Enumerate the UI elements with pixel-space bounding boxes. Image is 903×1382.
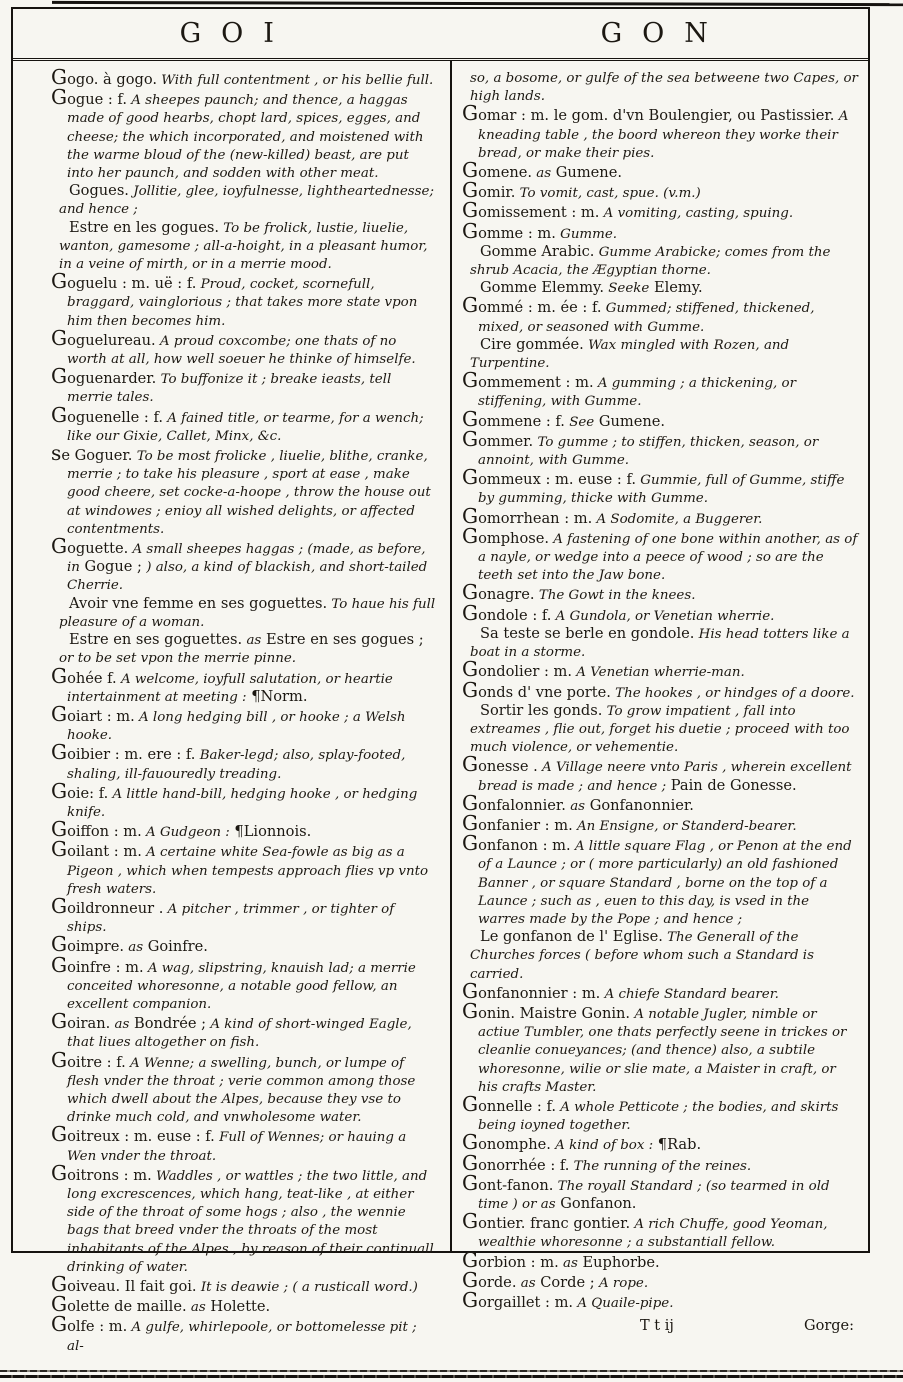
headword-text: Gomorrhean : m. [462, 503, 593, 528]
headword-text: Goiran. [51, 1009, 111, 1034]
dictionary-entry [462, 1267, 858, 1292]
definition-text: as [532, 166, 552, 182]
headword-text: Gogue ; [79, 558, 142, 576]
definition-text: A small sheepes haggas ; (made, as before, in [67, 542, 426, 576]
headword-text: Gumene. [594, 412, 666, 430]
headword-text: Gondole : f. [462, 600, 552, 625]
dictionary-entry [51, 740, 437, 782]
dictionary-entry [51, 441, 437, 538]
headword-text: Estre en ses goguettes. [69, 631, 243, 649]
dictionary-entry [51, 837, 437, 898]
dictionary-entry [462, 752, 858, 794]
dictionary-column-left [51, 65, 437, 1355]
headword-text: Goguenelle : f. [51, 402, 163, 427]
headword-text: Estre en ses gogues ; [261, 631, 424, 649]
dictionary-entry [51, 219, 437, 274]
headword-text: Gumene. [551, 164, 622, 182]
headword-text: Gondolier : m. [462, 657, 573, 682]
column-divider-rule [450, 61, 452, 1251]
definition-text: Waddles , or wattles ; the two little, and long excrescences, which hang, teat-like , at either side of the throat of some hogs ; also , the wennie bags that breed vnder the throats of the most inhabitants of the Alpes , by reason of their continuall drinking of water. [67, 1168, 434, 1275]
definition-text: Jollitie, glee, ioyfulnesse, lightheartednesse; and hence ; [59, 184, 434, 218]
definition-text: The Generall of the Churches forces ( before whom such a Standard is carried. [470, 930, 814, 982]
dictionary-entry [51, 932, 437, 957]
definition-text: A proud coxcombe; one thats of no worth at all, how well soeuer he thinke of himselfe. [67, 333, 416, 368]
definition-text: A Sodomite, a Buggerer. [592, 511, 763, 527]
scan-edge-bottom-line-1 [0, 1370, 903, 1372]
scan-edge-bottom-line-2 [0, 1375, 903, 1378]
headword-text: Gorgaillet : m. [462, 1288, 574, 1312]
definition-text: To be most frolicke , liuelie, blithe, cranke, merrie ; to take his pleasure , sport at ease , make good cheere, set cocke-a-hoope , throw the house out at windowes ; enioy all wished delights, or affected contentments. [67, 449, 431, 537]
headword-text: Goinfre : m. [51, 952, 144, 977]
definition-text: Full of Wennes; or hauing a Wen vnder the throat. [67, 1130, 407, 1164]
dictionary-entry [462, 336, 858, 372]
definition-text: See [564, 414, 595, 430]
headword-text: Goildronneur . [51, 893, 164, 918]
headword-text: ¶Norm. [246, 687, 308, 705]
definition-text: as [110, 1017, 130, 1033]
definition-text: The Gowt in the knees. [534, 588, 696, 604]
headword-text: Gonnelle : f. [462, 1091, 556, 1116]
definition-text: The royall Standard ; (so tearmed in old time ) or as [478, 1178, 830, 1212]
dictionary-entry [462, 178, 858, 203]
running-head-right: GON [600, 18, 728, 49]
definition-text: A pitcher , trimmer , or tighter of ships. [67, 901, 395, 936]
definition-text: A fained title, or tearme, for a wench; like our Gixie, Callet, Minx, &c. [67, 410, 424, 444]
dictionary-entry [51, 65, 437, 89]
headword-text: Gonin. Maistre Gonin. [462, 998, 631, 1023]
headword-text: se Goguer. [51, 441, 133, 466]
definition-text: To haue his full pleasure of a woman. [59, 596, 436, 630]
dictionary-entry [462, 1209, 858, 1251]
definition-text: A whole Petticote ; the bodies, and skirts being ioyned together. [478, 1099, 839, 1134]
headword-text: Goguette. [51, 534, 129, 559]
definition-text: A gumming ; a thickening, or stiffening, with Gumme. [478, 376, 797, 410]
definition-text: A little square Flag , or Penon at the end of a Launce ; or ( more particularly) an old fashioned Banner , or square Standard , borne on the top of a Launce ; such as , euen to this day, is vsed in the warres made by the Pope ; and hence ; [478, 839, 852, 927]
headword-text: Gogue : f. [51, 85, 127, 110]
definition-text: A welcome, ioyfull salutation, or heartie intertainment at meeting : [67, 671, 393, 705]
headword-text: Goitre : f. [51, 1047, 126, 1072]
definition-text: Wax mingled with Rozen, and Turpentine. [470, 337, 790, 372]
headword-text: Gommene : f. [462, 406, 565, 431]
definition-text: as [186, 1300, 206, 1316]
headword-text: Gomissement : m. [462, 198, 600, 223]
headword-text: Goitreux : m. euse : f. [51, 1122, 215, 1147]
definition-text: A Village neere vnto Paris , wherein excellent bread is made ; and hence ; [478, 760, 852, 794]
entry-list-left [51, 65, 437, 1355]
headword-text: Gont-fanon. [462, 1170, 554, 1195]
dictionary-entry [51, 534, 437, 595]
definition-text: A kind of box : [550, 1138, 654, 1154]
definition-text: To be frolick, lustie, liuelie, wanton, gamesome ; all-a-hoight, in a pleasant humor, in a veine of mirth, or in a merrie mood. [59, 220, 428, 273]
running-head-left: GOI [179, 18, 294, 49]
headword-text: Gonfanonnier. [585, 796, 694, 814]
definition-text: A Gudgeon : [141, 825, 230, 841]
dictionary-entry [51, 1009, 437, 1051]
dictionary-entry [51, 1047, 437, 1127]
definition-text: A rich Chuffe, good Yeoman, wealthie whoresonne ; a substantiall fellow. [478, 1217, 828, 1251]
dictionary-entry [51, 1292, 437, 1317]
dictionary-entry [51, 182, 437, 218]
dictionary-entry [51, 1160, 437, 1276]
headword-text: Holette. [205, 1298, 271, 1316]
dictionary-entry [462, 928, 858, 983]
headword-text: Gommeux : m. euse : f. [462, 465, 636, 490]
headword-text: Goibier : m. ere : f. [51, 740, 196, 765]
headword-text: Goguelureau. [51, 325, 156, 350]
definition-text: A vomiting, casting, spuing. [599, 206, 794, 222]
headword-text: Bondrée ; [129, 1015, 207, 1033]
headword-text: Estre en les gogues. [69, 218, 219, 236]
catchword: Gorge: [804, 1318, 854, 1335]
headword-text: Sa teste se berle en gondole. [480, 624, 695, 642]
dictionary-entry [51, 325, 437, 368]
dictionary-entry [462, 702, 858, 757]
definition-text: To gumme ; to stiffen, thicken, season, or annoint, with Gumme. [478, 434, 819, 469]
definition-text: A Gundola, or Venetian wherrie. [551, 608, 775, 624]
dictionary-entry [462, 69, 858, 105]
definition-text: Gummed; stiffened, thickened, mixed, or seasoned with Gumme. [478, 301, 815, 335]
headword-text: Gogo. à gogo. [51, 65, 157, 89]
page-frame [11, 7, 870, 1354]
dictionary-entry [462, 523, 858, 585]
headword-text: Le gonfanon de l' Eglise. [480, 928, 663, 946]
dictionary-entry [51, 631, 437, 667]
definition-text: An Ensigne, or Standerd-bearer. [572, 818, 797, 834]
dictionary-entry [51, 701, 437, 744]
definition-text: A chiefe Standard bearer. [600, 986, 779, 1002]
page-footer-row [462, 1318, 858, 1334]
headword-text: Gonfanonnier : m. [462, 978, 601, 1003]
definition-text: Baker-legd; also, splay-footed, shaling, ill-fauouredly treading. [67, 748, 406, 782]
definition-text: as [123, 940, 144, 956]
headword-text: Gomme Elemmy. [480, 279, 604, 297]
definition-text: A wag, slipstring, knauish lad; a merrie conceited whoresonne, a notable good fellow, an excellent companion. [67, 960, 416, 1012]
running-head [13, 9, 868, 61]
headword-text: Euphorbe. [577, 1253, 660, 1271]
headword-text: Gommé : m. ée : f. [462, 293, 602, 318]
headword-text: Gonesse . [462, 752, 538, 777]
headword-text: Goitrons : m. [51, 1160, 152, 1185]
dictionary-entry [462, 978, 858, 1003]
definition-text: A notable Jugler, nimble or actiue Tumbler, one thats perfectly seene in trickes or cleanlie conueyances; (and thence) also, a subtile whoresonne, wilie or slie mate, a Maister in craft, or his crafts Master. [478, 1006, 847, 1095]
dictionary-entry [462, 677, 858, 702]
definition-text: as [242, 633, 262, 649]
definition-text: A Quaile-pipe. [573, 1296, 674, 1311]
definition-text: as [565, 798, 586, 814]
headword-text: Gohée f. [51, 663, 117, 688]
definition-text: To buffonize it ; breake ieasts, tell merrie tales. [67, 372, 392, 406]
dictionary-entry [51, 663, 437, 706]
definition-text: Gumme. [555, 226, 618, 242]
headword-text: Avoir vne femme en ses goguettes. [69, 594, 328, 612]
definition-text: A gulfe, whirlepoole, or bottomelesse pit ; al- [67, 1320, 417, 1354]
headword-text: ¶Lionnois. [229, 823, 312, 841]
definition-text: A kneading table , the boord whereon they worke their bread, or make their pies. [478, 109, 849, 161]
definition-text: A little hand-bill, hedging hooke , or hedging knife. [67, 786, 418, 820]
definition-text: Gumme Arabicke; comes from the shrub Acacia, the Ægyptian thorne. [470, 244, 831, 279]
dictionary-entry [51, 269, 437, 330]
definition-text: It is deawie ; ( a rusticall word.) [196, 1280, 418, 1295]
headword-text: Gonagre. [462, 580, 535, 605]
dictionary-entry [51, 1122, 437, 1164]
definition-text: A rope. [594, 1275, 649, 1291]
dictionary-entry [462, 293, 858, 335]
dictionary-entry [51, 402, 437, 445]
headword-text: Golette de maille. [51, 1292, 187, 1317]
definition-text: as [558, 1255, 578, 1271]
definition-text: Seeke [603, 281, 650, 297]
headword-text: Cire gommée. [480, 335, 584, 353]
headword-text: Gomene. [462, 158, 533, 183]
dictionary-entry [51, 817, 437, 842]
headword-text: Gonds d' vne porte. [462, 677, 611, 702]
headword-text: Goilant : m. [51, 837, 142, 862]
dictionary-entry [462, 198, 858, 223]
dictionary-entry [462, 998, 858, 1096]
dictionary-entry [462, 279, 858, 297]
dictionary-entry [462, 243, 858, 279]
dictionary-entry [462, 503, 858, 528]
headword-text: Gonfanon. [555, 1194, 637, 1212]
headword-text: Gomar : m. le gom. d'vn Boulengier, ou Pastissier. [462, 101, 835, 126]
dictionary-entry [462, 790, 858, 815]
headword-text: Gonorrhée : f. [462, 1150, 570, 1175]
headword-text: Sortir les gonds. [480, 701, 603, 719]
dictionary-entry [462, 368, 858, 410]
definition-text: To grow impatient , fall into extreames , flie out, forget his duetie ; proceed with too much violence, or vehementie. [470, 703, 850, 756]
dictionary-entry [51, 364, 437, 406]
definition-text: The hookes , or hindges of a doore. [610, 685, 855, 701]
definition-text: Proud, cocket, scornefull, braggard, vainglorious ; that takes more state vpon him then becomes him. [67, 277, 418, 329]
signature-mark: T t ij [640, 1318, 674, 1335]
dictionary-column-right [462, 69, 858, 1334]
dictionary-entry [462, 1130, 858, 1155]
headword-text: Gonfanon : m. [462, 831, 571, 856]
dictionary-entry [462, 1288, 858, 1312]
dictionary-entry [51, 1312, 437, 1354]
dictionary-entry [462, 158, 858, 183]
definition-text: Gummie, full of Gumme, stiffe by gumming, thicke with Gumme. [478, 473, 845, 507]
headword-text: Pain de Gonesse. [666, 776, 797, 794]
headword-text: Gomme Arabic. [480, 242, 595, 260]
headword-text: Gomir. [462, 178, 516, 203]
headword-text: Goinfre. [143, 938, 208, 956]
definition-text: To vomit, cast, spue. (v.m.) [515, 186, 701, 202]
headword-text: Golfe : m. [51, 1312, 128, 1337]
definition-text: A sheepes paunch; and thence, a haggas made of good hearbs, chopt lard, spices, egges, and cheese; the which incorporated, and moistened with the warme bloud of the (new-killed) beast, are put into her paunch, and sodden with other meat. [67, 93, 424, 182]
headword-text: Corde ; [535, 1273, 595, 1291]
dictionary-entry [462, 1150, 858, 1175]
headword-text: Goguelu : m. uë : f. [51, 269, 197, 294]
definition-text: A fastening of one bone within another, as of a nayle, or wedge into a peece of wood ; so are the teeth set into the Jaw bone. [478, 531, 858, 584]
dictionary-entry [462, 1091, 858, 1134]
dictionary-entry [462, 657, 858, 682]
definition-text: as [516, 1275, 536, 1291]
headword-text: ¶Rab. [653, 1136, 702, 1154]
dictionary-entry [462, 625, 858, 661]
headword-text: Goguenarder. [51, 364, 157, 389]
dictionary-entry [462, 465, 858, 507]
headword-text: Gonfalonnier. [462, 790, 566, 815]
dictionary-entry [462, 1170, 858, 1213]
headword-text: Gonomphe. [462, 1130, 551, 1155]
entry-list-right [462, 69, 858, 1312]
headword-text: Gorbion : m. [462, 1247, 559, 1272]
headword-text: Goiffon : m. [51, 817, 142, 842]
dictionary-entry [462, 218, 858, 243]
dictionary-entry [51, 1272, 437, 1296]
definition-text: A Wenne; a swelling, bunch, or lumpe of flesh vnder the throat ; verie common among those which dwell about the Alpes, because they vse to drinke much cold, and vnwholesome water. [67, 1055, 416, 1126]
definition-text: ) also, a kind of blackish, and short-tailed Cherrie. [67, 560, 428, 594]
headword-text: Goiveau. Il fait goi. [51, 1272, 197, 1296]
headword-text: Gommer. [462, 426, 534, 451]
definition-text: The running of the reines. [569, 1158, 752, 1174]
dictionary-entry [462, 810, 858, 835]
definition-text: A certaine white Sea-fowle as big as a Pigeon , which when tempests approach flies vp vnto fresh waters. [67, 845, 429, 897]
scan-edge-right-line [868, 120, 870, 1200]
definition-text: With full contentment , or his bellie full. [157, 73, 434, 88]
dictionary-entry [462, 406, 858, 431]
dictionary-entry [462, 600, 858, 625]
dictionary-entry [51, 952, 437, 1014]
definition-text: A Venetian wherrie-man. [572, 665, 745, 681]
definition-text: or to be set vpon the merrie pinne. [59, 651, 297, 667]
scan-edge-top-line [52, 1, 903, 6]
headword-text: Gomphose. [462, 523, 549, 548]
definition-text: A long hedging bill , or hooke ; a Welsh hooke. [67, 709, 406, 744]
definition-text: His head totters like a boat in a storme. [470, 626, 850, 661]
dictionary-entry [51, 85, 437, 182]
dictionary-entry [462, 580, 858, 605]
dictionary-entry [51, 595, 437, 631]
headword-text: Goie: f. [51, 778, 109, 803]
definition-text: A kind of short-winged Eagle, that liues altogether on fish. [67, 1017, 412, 1051]
headword-text: Goiart : m. [51, 701, 135, 726]
headword-text: Gogues. [69, 182, 129, 200]
definition-text: so, a bosome, or gulfe of the sea betweene two Capes, or high lands. [470, 71, 858, 105]
dictionary-entry [462, 101, 858, 162]
headword-text: Gomme : m. [462, 218, 556, 243]
headword-text: Goimpre. [51, 932, 124, 957]
headword-text: Gommement : m. [462, 368, 594, 393]
dictionary-entry [51, 778, 437, 821]
headword-text: Gontier. franc gontier. [462, 1209, 631, 1234]
dictionary-entry [51, 893, 437, 936]
headword-text: Elemy. [649, 279, 703, 297]
headword-text: Gonfanier : m. [462, 810, 573, 835]
headword-text: Gorde. [462, 1267, 517, 1292]
dictionary-entry [462, 831, 858, 928]
dictionary-entry [462, 426, 858, 469]
dictionary-entry [462, 1247, 858, 1272]
